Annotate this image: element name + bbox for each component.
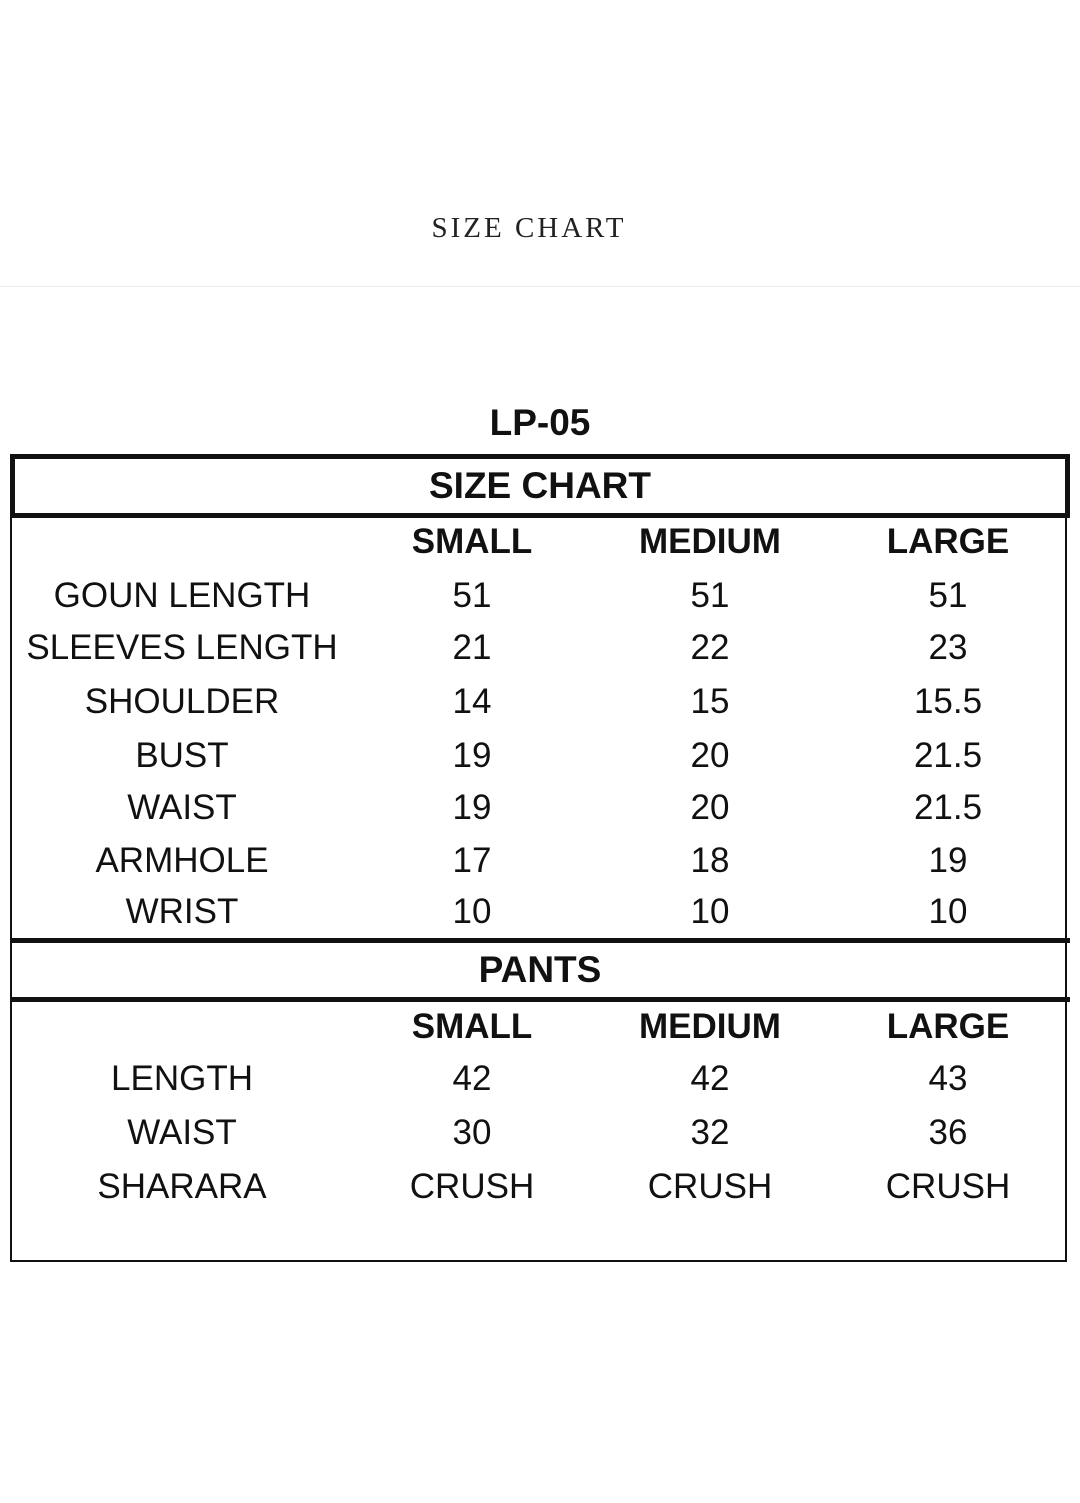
cell-small: 51 [452, 576, 492, 615]
cell-medium: 20 [690, 788, 730, 827]
cell-small: 19 [452, 736, 492, 775]
size-header-row [0, 515, 1080, 569]
row-label: ARMHOLE [95, 841, 269, 880]
page-title: SIZE CHART [431, 212, 627, 244]
pants-section-title: PANTS [10, 938, 1070, 1002]
cell-small: 14 [452, 682, 492, 721]
cell-small: 42 [452, 1059, 492, 1098]
cell-large: 21.5 [913, 788, 983, 827]
row-label: GOUN LENGTH [53, 576, 311, 615]
cell-large: 15.5 [913, 682, 983, 721]
cell-small: 30 [452, 1113, 492, 1152]
cell-medium: CRUSH [647, 1167, 773, 1206]
column-header-large: LARGE [886, 1007, 1010, 1046]
table-row [0, 729, 1080, 783]
table-row [0, 885, 1080, 939]
table-row [0, 1106, 1080, 1160]
column-header-large: LARGE [886, 522, 1010, 561]
table-row [0, 1160, 1080, 1214]
cell-medium: 42 [690, 1059, 730, 1098]
row-label: SLEEVES LENGTH [26, 628, 338, 667]
cell-small: 17 [452, 841, 492, 880]
cell-large: 51 [928, 576, 968, 615]
table-row [0, 621, 1080, 675]
cell-large: CRUSH [885, 1167, 1011, 1206]
cell-small: 10 [452, 892, 492, 931]
cell-large: 21.5 [913, 736, 983, 775]
cell-medium: 15 [690, 682, 730, 721]
cell-medium: 32 [690, 1113, 730, 1152]
pants-header-row [0, 1000, 1080, 1054]
row-label: LENGTH [111, 1059, 253, 1098]
cell-small: CRUSH [409, 1167, 535, 1206]
column-header-medium: MEDIUM [639, 1007, 781, 1046]
cell-large: 36 [928, 1113, 968, 1152]
row-label: SHOULDER [84, 682, 280, 721]
row-label: WRIST [125, 892, 239, 931]
table-row [0, 781, 1080, 835]
table-row [0, 675, 1080, 729]
row-label: BUST [135, 736, 229, 775]
cell-medium: 20 [690, 736, 730, 775]
table-row [0, 1052, 1080, 1106]
column-header-small: SMALL [411, 1007, 533, 1046]
cell-medium: 51 [690, 576, 730, 615]
row-label: WAIST [127, 788, 237, 827]
cell-large: 43 [928, 1059, 968, 1098]
column-header-medium: MEDIUM [639, 522, 781, 561]
cell-small: 21 [452, 628, 492, 667]
cell-medium: 22 [690, 628, 730, 667]
cell-large: 23 [928, 628, 968, 667]
table-row [0, 569, 1080, 623]
page-header [0, 0, 1080, 287]
row-label: SHARARA [97, 1167, 267, 1206]
cell-medium: 18 [690, 841, 730, 880]
table-row [0, 834, 1080, 888]
product-code: LP-05 [489, 402, 591, 443]
size-chart-section-title: SIZE CHART [10, 454, 1070, 518]
cell-medium: 10 [690, 892, 730, 931]
cell-large: 19 [928, 841, 968, 880]
row-label: WAIST [127, 1113, 237, 1152]
cell-small: 19 [452, 788, 492, 827]
column-header-small: SMALL [411, 522, 533, 561]
cell-large: 10 [928, 892, 968, 931]
